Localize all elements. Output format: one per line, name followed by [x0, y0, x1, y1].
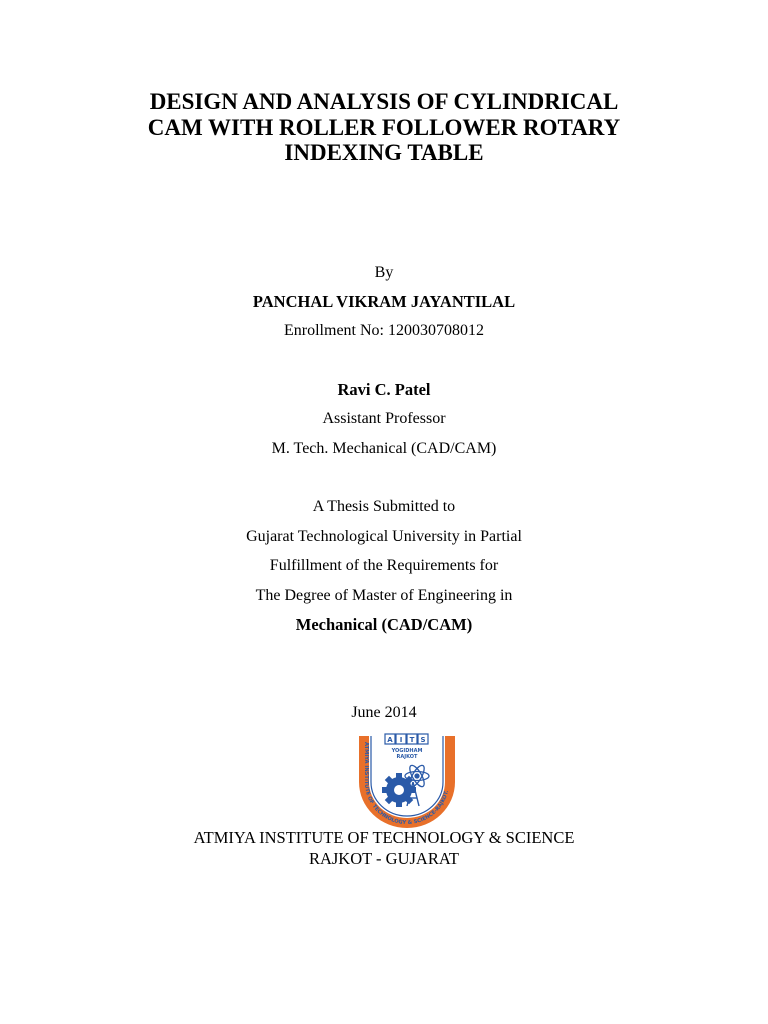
logo-letter-i: I: [399, 736, 403, 744]
institute-name: ATMIYA INSTITUTE OF TECHNOLOGY & SCIENCE: [193, 828, 575, 847]
logo-yogidham-text: YOGIDHAM: [391, 748, 423, 754]
logo-letter-s: S: [420, 736, 426, 744]
thesis-title-line-2: CAM WITH ROLLER FOLLOWER ROTARY: [147, 115, 621, 140]
thesis-title-line-1: DESIGN AND ANALYSIS OF CYLINDRICAL: [149, 89, 619, 114]
guide-designation: Assistant Professor: [322, 410, 446, 427]
logo-letter-a: A: [387, 736, 393, 744]
logo-letter-t: T: [409, 736, 415, 744]
author-name: PANCHAL VIKRAM JAYANTILAL: [252, 292, 516, 311]
institute-location: RAJKOT - GUJARAT: [308, 849, 460, 868]
submission-line-3: Fulfillment of the Requirements for: [269, 557, 499, 574]
submission-line-4: The Degree of Master of Engineering in: [255, 587, 513, 604]
by-label: By: [374, 264, 394, 281]
guide-department: M. Tech. Mechanical (CAD/CAM): [271, 440, 497, 457]
logo-rajkot-text: RAJKOT: [396, 754, 418, 760]
logo-ring-text: ATMIYA INSTITUTE OF TECHNOLOGY & SCIENCE-RAJKOT.: [362, 742, 451, 827]
degree-branch: Mechanical (CAD/CAM): [295, 615, 473, 634]
thesis-title-line-3: INDEXING TABLE: [284, 140, 484, 165]
institute-logo: [355, 730, 459, 828]
submission-line-2: Gujarat Technological University in Partial: [246, 528, 522, 545]
submission-line-1: A Thesis Submitted to: [312, 498, 456, 515]
enrollment-number: Enrollment No: 120030708012: [284, 322, 484, 339]
logo-abbr-boxes: [385, 734, 428, 744]
submission-date: June 2014: [351, 704, 417, 721]
guide-name: Ravi C. Patel: [337, 380, 431, 399]
